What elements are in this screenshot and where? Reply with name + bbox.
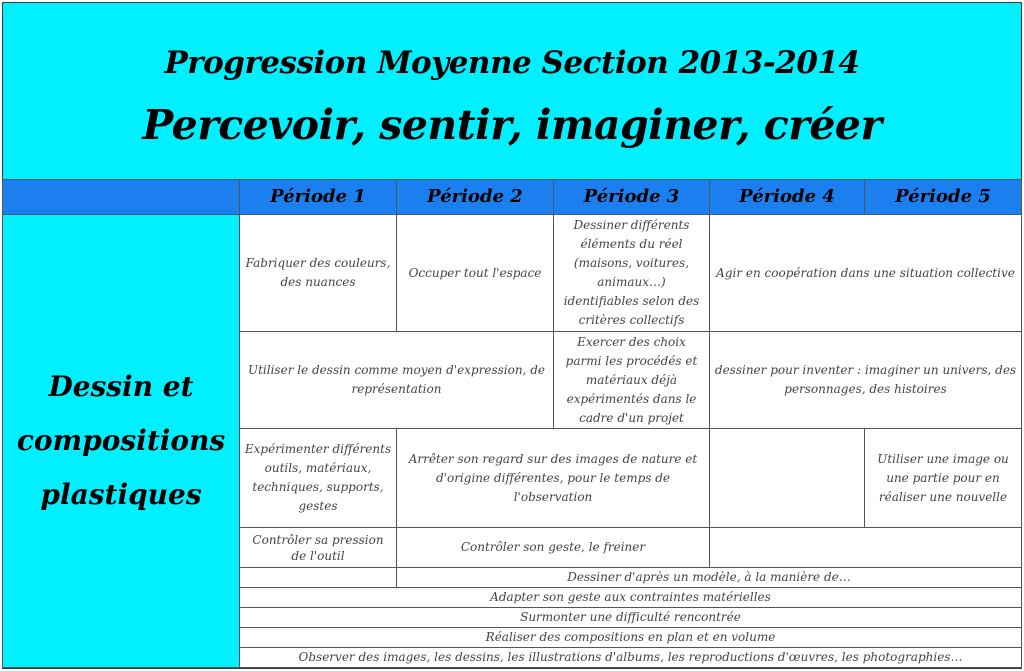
header-corner [3, 180, 240, 215]
cell-realiser-compositions: Réaliser des compositions en plan et en volume [240, 628, 1022, 648]
header-period-3: Période 3 [554, 180, 710, 215]
cell-fabriquer-couleurs: Fabriquer des couleurs, des nuances [240, 215, 397, 332]
cell-arreter-regard: Arrêter son regard sur des images de nature et d'origine différentes, pour le temps de l'observation [397, 429, 710, 528]
cell-dessiner-inventer: dessiner pour inventer : imaginer un univers, des personnages, des histoires [710, 332, 1022, 429]
cell-occuper-espace: Occuper tout l'espace [397, 215, 554, 332]
cell-empty-r4-p45 [710, 528, 1022, 568]
cell-exercer-choix: Exercer des choix parmi les procédés et matériaux déjà expérimentés dans le cadre d'un projet [554, 332, 710, 429]
cell-agir-cooperation: Agir en coopération dans une situation collective [710, 215, 1022, 332]
cell-empty-r3-p4 [710, 429, 865, 528]
header-period-2: Période 2 [397, 180, 554, 215]
cell-controler-pression: Contrôler sa pression de l'outil [240, 528, 397, 568]
header-row [3, 180, 1022, 215]
table-row [3, 215, 1022, 332]
cell-empty-r5-p1 [240, 568, 397, 588]
progression-table [2, 179, 1022, 668]
title-line-2: Percevoir, sentir, imaginer, créer [142, 101, 882, 149]
cell-dessiner-modele: Dessiner d'après un modèle, à la manière de… [397, 568, 1022, 588]
cell-adapter-geste: Adapter son geste aux contraintes matérielles [240, 588, 1022, 608]
cell-observer-images: Observer des images, les dessins, les illustrations d'albums, les reproductions d'œuvres, les photographies… [240, 648, 1022, 668]
cell-experimenter-outils: Expérimenter différents outils, matériaux, techniques, supports, gestes [240, 429, 397, 528]
cell-utiliser-dessin: Utiliser le dessin comme moyen d'expression, de représentation [240, 332, 554, 429]
header-period-4: Période 4 [710, 180, 865, 215]
cell-controler-geste: Contrôler son geste, le freiner [397, 528, 710, 568]
header-period-1: Période 1 [240, 180, 397, 215]
domain-label: Dessin et compositions plastiques [3, 215, 240, 668]
cell-surmonter-difficulte: Surmonter une difficulté rencontrée [240, 608, 1022, 628]
cell-utiliser-image: Utiliser une image ou une partie pour en réaliser une nouvelle [865, 429, 1022, 528]
cell-dessiner-elements-reel: Dessiner différents éléments du réel (maisons, voitures, animaux…) identifiables selon des critères collectifs [554, 215, 710, 332]
title-line-1: Progression Moyenne Section 2013-2014 [164, 45, 860, 81]
header-period-5: Période 5 [865, 180, 1022, 215]
